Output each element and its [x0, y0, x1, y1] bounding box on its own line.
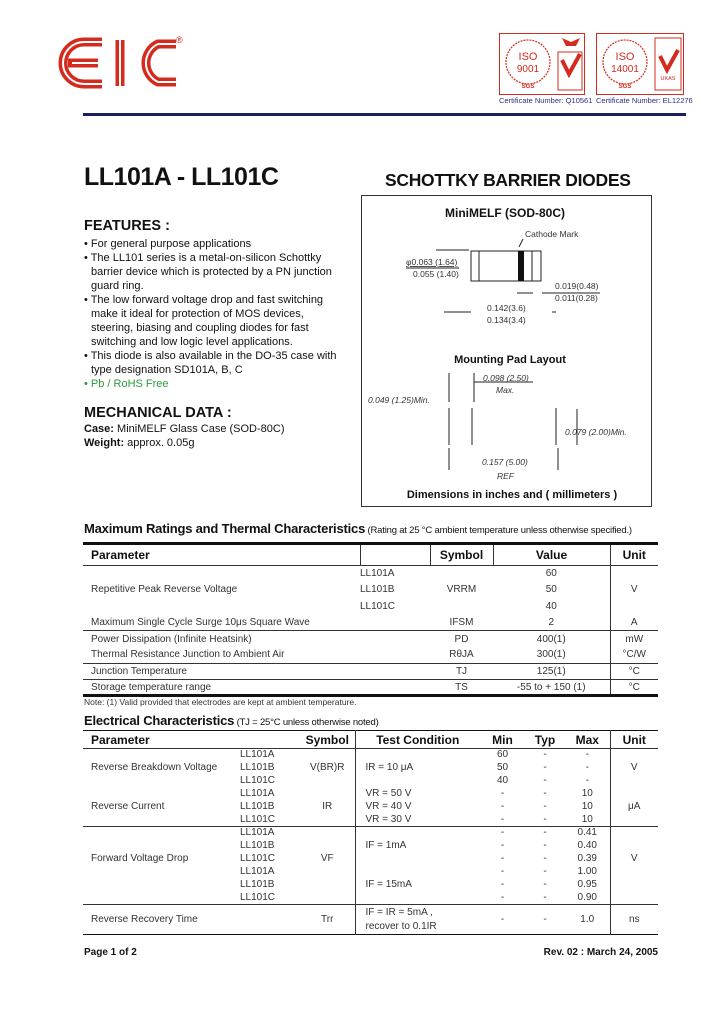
table-row [83, 647, 658, 663]
svg-text:Dimensions in inches and ( mil: Dimensions in inches and ( millimeters ) [406, 489, 618, 501]
cell-cond [355, 853, 480, 866]
cell-symbol [300, 879, 355, 892]
cell-cond [355, 866, 480, 879]
cell-min: - [480, 905, 525, 935]
cell-typ: - [543, 840, 547, 851]
cell-typ: - [543, 891, 547, 903]
cell-symbol: V(BR)R [310, 762, 345, 773]
cell-unit [610, 788, 658, 801]
cell-model: LL101A [240, 749, 275, 761]
cell-param [83, 840, 240, 853]
cell-value: 300(1) [536, 649, 566, 661]
cell-unit [610, 775, 658, 788]
cell-model [360, 631, 430, 647]
cell-model: LL101B [240, 840, 275, 851]
cell-unit [610, 566, 658, 582]
svg-text:Mounting Pad Layout: Mounting Pad Layout [454, 354, 566, 366]
header-model [360, 544, 430, 566]
svg-text:REF: REF [497, 471, 514, 481]
cell-cond: VR = 50 V [355, 788, 480, 801]
cell-symbol: IFSM [449, 616, 474, 628]
max-ratings-title: Maximum Ratings and Thermal Characteristics [84, 521, 366, 536]
cell-cond [355, 892, 480, 905]
header-unit: Unit [610, 544, 658, 566]
cell-unit: mW [610, 631, 658, 647]
table-header-row [83, 544, 658, 566]
cell-unit: °C [610, 680, 658, 696]
cell-typ: - [543, 788, 547, 799]
svg-text:UKAS: UKAS [660, 76, 676, 82]
cell-model: LL101A [240, 788, 275, 799]
cell-max: - [585, 775, 589, 786]
header-cond: Test Condition [355, 731, 480, 749]
max-ratings-note: (Rating at 25 °C ambient temperature unless otherwise specified.) [365, 525, 632, 536]
cell-param [83, 879, 240, 892]
cell-max: 1.0 [565, 905, 610, 935]
svg-text:0.142(3.6): 0.142(3.6) [487, 303, 526, 313]
cell-typ: - [525, 827, 565, 840]
table-row [83, 598, 658, 614]
cell-value: 125(1) [493, 663, 610, 679]
cell-param: Junction Temperature [83, 663, 360, 679]
table-row [83, 788, 658, 801]
table-row [83, 749, 658, 762]
table-row [83, 762, 658, 775]
svg-text:0.134(3.4): 0.134(3.4) [487, 315, 526, 325]
cell-model: LL101A [240, 866, 275, 877]
cell-typ: - [543, 762, 547, 773]
cell-symbol [430, 598, 493, 614]
cell-max: 0.90 [577, 891, 597, 903]
cell-min: - [480, 827, 525, 840]
cell-param: Reverse Recovery Time [83, 905, 240, 935]
svg-text:MiniMELF (SOD-80C): MiniMELF (SOD-80C) [445, 206, 565, 220]
mechanical-heading: MECHANICAL DATA : [84, 405, 232, 421]
table-row [83, 892, 658, 905]
cell-value: -55 to + 150 (1) [493, 680, 610, 696]
cell-min: 40 [496, 775, 509, 786]
cell-min: 50 [496, 762, 509, 773]
cell-symbol: VRRM [446, 584, 477, 596]
cell-unit: V [610, 853, 658, 866]
cell-symbol: IR [322, 801, 333, 812]
cathode-band [518, 251, 524, 281]
cell-unit [610, 840, 658, 853]
cell-param [83, 598, 360, 614]
cell-model: LL101C [240, 775, 276, 786]
cell-typ: - [543, 775, 547, 786]
cell-param [83, 814, 240, 827]
table-row [83, 801, 658, 814]
table-row [83, 866, 658, 879]
cell-value: 60 [545, 568, 557, 580]
cell-param: Reverse Breakdown Voltage [91, 762, 218, 773]
case-value: MiniMELF Glass Case (SOD-80C) [113, 423, 285, 435]
electrical-heading [84, 713, 379, 728]
cell-value: 40 [545, 600, 557, 612]
cell-max: 0.95 [577, 879, 597, 890]
svg-text:9001: 9001 [516, 64, 540, 75]
cell-unit [610, 827, 658, 840]
table-row [83, 853, 658, 866]
weight-label: Weight: [84, 437, 125, 449]
table-row [83, 814, 658, 827]
header-param: Parameter [91, 732, 150, 747]
cell-max: 10 [581, 788, 593, 799]
cell-symbol [300, 840, 355, 853]
cell-model: LL101C [240, 891, 276, 903]
cell-param: Power Dissipation (Infinite Heatsink) [83, 631, 360, 647]
cell-model: LL101C [240, 853, 276, 864]
cell-model: LL101B [240, 879, 275, 890]
feature-item-rohs: • Pb / RoHS Free [84, 378, 169, 390]
page-number: Page 1 of 2 [84, 947, 137, 958]
cell-symbol [300, 749, 355, 762]
cell-unit [610, 598, 658, 614]
cell-param [83, 892, 240, 905]
table-row [83, 775, 658, 788]
cell-cond: IF = 1mA [355, 840, 480, 853]
cell-unit [610, 749, 658, 762]
table-row [83, 614, 658, 630]
cell-min: 60 [496, 749, 509, 761]
svg-text:®: ® [176, 35, 183, 45]
case-label: Case: [84, 423, 114, 435]
cell-cond [355, 827, 480, 840]
max-ratings-heading [84, 521, 632, 536]
cell-param: Thermal Resistance Junction to Ambient Air [91, 649, 285, 661]
table-row [83, 905, 658, 935]
cell-symbol: TS [430, 680, 493, 696]
feature-item: • This diode is also available in the DO-35 case with type designation SD101A, B, C [84, 350, 337, 376]
cell-min: - [500, 879, 505, 890]
cell-unit: μA [610, 801, 658, 814]
cell-model [360, 680, 430, 696]
cell-cond: IR = 10 μA [355, 762, 480, 775]
cell-model: LL101B [240, 762, 275, 773]
cell-param: Repetitive Peak Reverse Voltage [91, 584, 238, 596]
cell-unit [610, 866, 658, 879]
cell-param [83, 775, 240, 788]
svg-text:Max.: Max. [496, 385, 515, 395]
svg-text:ISO: ISO [615, 51, 635, 63]
cell-value: 400(1) [493, 631, 610, 647]
cell-param: Reverse Current [91, 801, 165, 812]
cell-param [83, 566, 360, 582]
electrical-title: Electrical Characteristics [84, 713, 235, 728]
cell-symbol: TJ [430, 663, 493, 679]
cell-max: 0.40 [577, 840, 597, 851]
svg-text:0.049 (1.25)Min.: 0.049 (1.25)Min. [368, 395, 430, 405]
cell-value: 2 [548, 616, 555, 628]
cell-max: 10 [581, 801, 593, 812]
svg-text:0.098 (2.50): 0.098 (2.50) [483, 373, 529, 383]
svg-text:0.019(0.48): 0.019(0.48) [555, 281, 599, 291]
cell-min: - [500, 840, 505, 851]
cell-param [83, 749, 240, 762]
cell-unit: °C [610, 663, 658, 679]
max-ratings-footnote: Note: (1) Valid provided that electrodes are kept at ambient temperature. [84, 697, 357, 707]
cell-min: - [500, 866, 505, 877]
svg-text:Cathode Mark: Cathode Mark [525, 229, 579, 239]
cell-model: LL101B [360, 584, 395, 596]
svg-text:14001: 14001 [611, 64, 639, 75]
cell-min: - [500, 788, 505, 799]
svg-text:ISO: ISO [518, 51, 538, 63]
cell-param: Forward Voltage Drop [91, 853, 189, 864]
cell-symbol [300, 814, 355, 827]
cell-model [360, 614, 430, 630]
cell-typ: - [525, 905, 565, 935]
cell-unit [610, 879, 658, 892]
cell-param: Maximum Single Cycle Surge 10μs Square Wave [91, 616, 310, 628]
cell-typ: - [543, 879, 547, 890]
electrical-note: (TJ = 25°C unless otherwise noted) [234, 717, 379, 728]
table-row [83, 566, 658, 582]
cell-value: 50 [545, 584, 557, 596]
svg-text:SGS: SGS [521, 84, 535, 90]
header-symbol: Symbol [305, 732, 349, 747]
cell-unit: A [610, 614, 658, 630]
cell-model [360, 663, 430, 679]
table-row [83, 663, 658, 679]
header-param: Parameter [91, 548, 150, 562]
cell-param: Storage temperature range [83, 680, 360, 696]
cell-typ: - [543, 801, 547, 812]
cell-max: 0.39 [577, 853, 597, 864]
svg-text:0.055 (1.40): 0.055 (1.40) [413, 269, 459, 279]
cell-unit: V [610, 762, 658, 775]
cell-unit: V [610, 582, 658, 598]
svg-text:SGS: SGS [618, 84, 632, 90]
feature-item: • The low forward voltage drop and fast switching make it ideal for protection of MOS devices, steering, biasing and coupling diodes for fast switching and low logic level applications. [84, 294, 324, 348]
cell-symbol [300, 827, 355, 840]
cell-max: 10 [581, 813, 593, 825]
cell-max: - [585, 749, 589, 761]
features-heading: FEATURES : [84, 218, 170, 234]
cell-model: LL101B [240, 801, 275, 812]
svg-text:0.011(0.28): 0.011(0.28) [555, 293, 598, 303]
feature-item: • The LL101 series is a metal-on-silicon Schottky barrier device which is protected by a PN junction guard ring. [84, 252, 332, 292]
header-typ: Typ [534, 732, 556, 747]
cell-min: - [500, 891, 505, 903]
cell-symbol: Trr [300, 905, 355, 935]
cell-symbol [300, 866, 355, 879]
cell-unit [610, 892, 658, 905]
max-ratings-table [83, 542, 658, 697]
header-unit: Unit [610, 731, 658, 749]
cell-model: LL101C [240, 813, 276, 825]
cell-model [360, 647, 430, 663]
table-row [83, 827, 658, 840]
table-row [83, 879, 658, 892]
cell-symbol [300, 892, 355, 905]
part-subtitle: SCHOTTKY BARRIER DIODES [385, 170, 631, 190]
feature-item: • For general purpose applications [84, 238, 252, 250]
svg-text:0.079 (2.00)Min.: 0.079 (2.00)Min. [565, 427, 627, 437]
weight-value: approx. 0.05g [124, 437, 195, 449]
cell-min: - [500, 853, 505, 864]
cell-model: LL101A [240, 827, 300, 840]
cell-param [83, 788, 240, 801]
svg-text:φ0.063 (1.64): φ0.063 (1.64) [406, 257, 458, 267]
header-symbol: Symbol [430, 544, 493, 566]
cell-typ: - [543, 853, 547, 864]
cell-cond [355, 749, 480, 762]
table-header-row [83, 731, 658, 749]
cell-param [83, 866, 240, 879]
header-max: Max [575, 732, 599, 747]
cell-min: - [500, 813, 505, 825]
cell-cond: VR = 40 V [355, 801, 480, 814]
cell-cond: IF = IR = 5mA , recover to 0.1IR [355, 905, 480, 935]
header-min: Min [492, 732, 513, 747]
header-model [240, 731, 300, 749]
cell-symbol: VF [320, 853, 334, 864]
cell-cond: IF = 15mA [355, 879, 480, 892]
cell-typ: - [543, 866, 547, 877]
cell-symbol [300, 788, 355, 801]
table-row [83, 840, 658, 853]
cell-unit: °C/W [610, 647, 658, 663]
cert-number-9001: Certificate Number: Q10561 [499, 96, 593, 105]
cell-symbol [430, 566, 493, 582]
cell-symbol: RθJA [449, 649, 474, 661]
cell-unit [610, 814, 658, 827]
table-row [83, 631, 658, 647]
cell-symbol [300, 775, 355, 788]
cell-cond [355, 775, 480, 788]
cell-typ: - [543, 813, 547, 825]
cert-number-14001: Certificate Number: EL12276 [596, 96, 693, 105]
table-row [83, 582, 658, 598]
electrical-table [83, 730, 658, 935]
revision: Rev. 02 : March 24, 2005 [543, 947, 658, 958]
cell-model [240, 905, 300, 935]
cell-max: 0.41 [565, 827, 610, 840]
cell-unit: ns [610, 905, 658, 935]
cell-max: - [585, 762, 589, 773]
part-title: LL101A - LL101C [84, 163, 279, 191]
cell-param [83, 827, 240, 840]
cell-typ: - [543, 749, 547, 761]
cell-symbol: PD [430, 631, 493, 647]
cell-cond: VR = 30 V [355, 814, 480, 827]
cell-model: LL101A [360, 568, 395, 580]
cell-max: 1.00 [577, 866, 597, 877]
svg-text:0.157 (5.00): 0.157 (5.00) [482, 457, 528, 467]
table-row [83, 680, 658, 696]
header-value: Value [493, 544, 610, 566]
cell-min: - [500, 801, 505, 812]
cell-model: LL101C [360, 600, 396, 612]
